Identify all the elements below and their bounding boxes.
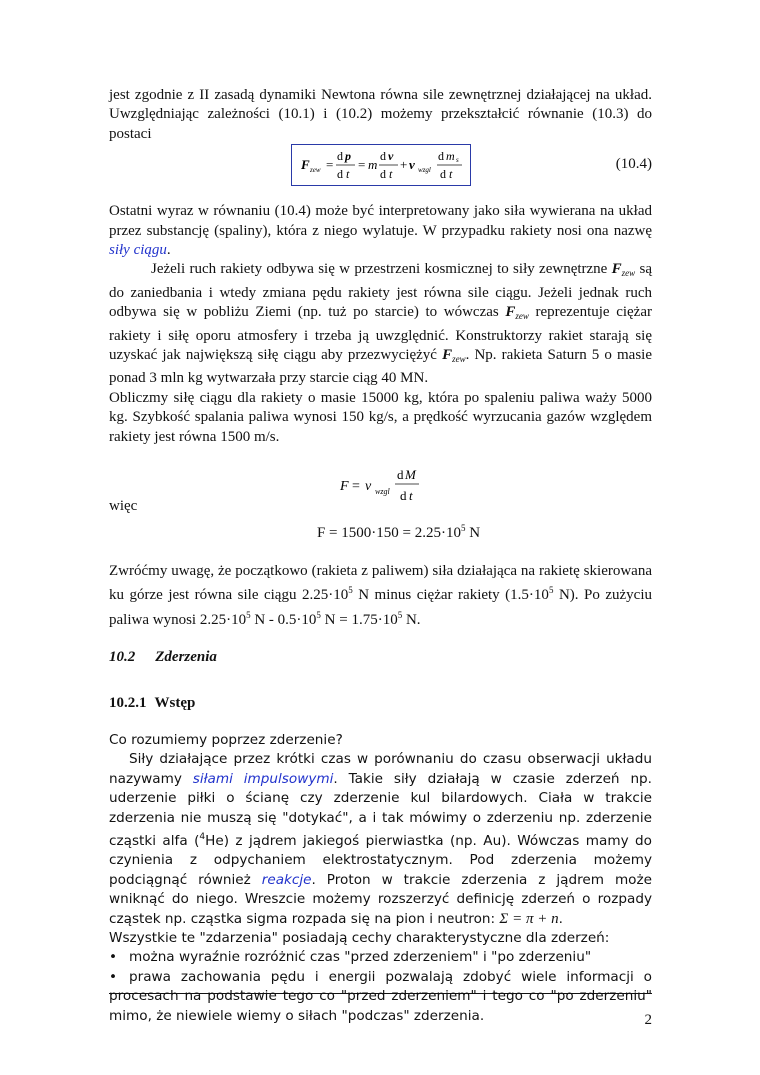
eq-equals-1: = [326,157,334,173]
subsection-title: Wstęp [154,694,196,711]
paragraph-space [109,260,652,388]
paragraph-thrust-text: Ostatni wyraz w równaniu (10.4) może być interpretowany jako siła wywierana na układ przez substancję (spaliny), która z niego wylatuje. W przypadku rakiety nosi ona nazwę [109,203,652,239]
bullet-text-1: można wyraźnie rozróżnić czas "przed zderzeniem" i "po zderzeniu" [129,949,592,966]
equation-number: (10.4) [615,156,652,173]
calc-unit: N [465,524,481,541]
impulse-sup: 4 [199,831,206,842]
eq-v: v [388,149,394,164]
paragraph-impulse [109,750,652,929]
link-reakcje[interactable]: reakcje [261,871,312,888]
paragraph-example: Obliczmy siłę ciągu dla rakiety o masie 15000 kg, która po spaleniu paliwa waży 5000 kg. Szybkość spalania paliwa wynosi 150 kg/s, a prędkość wyrzucania gazów względem rakiety jest równa 1500 m/s. [109,389,652,445]
bullet-text-2: prawa zachowania pędu i energii pozwalają zdobyć wiele informacji o procesach na podstawie tego co "przed zderzeniem" i tego co "po zderzeniu" mimo, że niewiele wiemy o siłach "podczas" zderzenia. [109,968,652,1024]
eq-d-den3: d [440,167,446,182]
calc-exponent: 5 [460,522,466,533]
impulse-e: . [558,910,563,927]
eq-d-den1: d [337,167,343,182]
note-f: N. [402,611,421,628]
eq-m: m [368,157,378,173]
intro-block [109,731,652,1026]
bullet-item-1 [109,948,652,967]
link-sily-ciagu[interactable]: siły ciągu [109,242,167,259]
eq-p: p [345,149,351,164]
eq-plus: + [400,157,408,173]
note-exp-1: 5 [348,585,353,596]
equation-10-4-formula [292,145,470,185]
calc-text: F = 1500·150 = 2.25·10 [316,524,461,541]
footer-rule [109,993,652,994]
eq-d-num3: d [438,149,444,164]
symbol-F-zew-2-sub: zew [515,311,529,322]
paragraph-space-text-c: reprezentuje ciężar rakiety i siłę oporu atmosfery i trzeba ją uwzględnić. Konstruktorzy rakiet starają się uzyskać jak największą siłę ciągu aby przezwyciężyć [109,304,652,364]
note-exp-4: 5 [316,609,321,620]
paragraph-note [109,562,652,630]
symbol-F-zew-3: F [442,347,453,364]
eq2-t: t [409,488,413,504]
paragraph-space-text-a: Jeżeli ruch rakiety odbywa się w przestrzeni kosmicznej to siły zewnętrzne [151,261,612,278]
eq2-v: v [365,479,372,495]
symbol-F-zew-1-sub: zew [621,268,636,279]
eq2-F: F [340,479,349,495]
thrust-calculation [109,519,652,543]
eq-t-den2: t [389,167,393,182]
eq-F-sub: zew [310,166,321,175]
subsection-heading [109,694,652,713]
equation-thrust-formula [109,459,652,507]
section-title: Zderzenia [155,649,217,666]
note-a: Zwróćmy uwagę, że początkowo (rakieta z paliwem) siła działająca na rakietę skierowana ku górze jest równa sile ciągu 2.25·10 [109,562,652,604]
eq-v-wzgl: v [409,157,415,173]
impulse-c: He) z jądrem jakiegoś pierwiastka (np. Au). Wówczas mamy do czynienia z odpychaniem elektrostatycznym. Pod zderzenia możemy podciągnąć również [109,832,652,888]
eq-d-den2: d [380,167,386,182]
question: Co rozumiemy poprzez zderzenie? [109,731,343,748]
eq2-v-sub: wzgl [375,487,390,497]
eq2-M: M [405,467,416,483]
eq2-d-num: d [397,467,404,483]
bullet-item-2 [109,968,652,1026]
symbol-F-zew-1: F [611,261,622,278]
eq2-d-den: d [400,488,407,504]
impulse-d: . Proton w trakcie zderzenia z jądrem może wniknąć do niego. Wreszcie możemy rozszerzyć definicję zderzeń o rozpady cząstek np. cząstka sigma rozpada się na pion i neutron: [109,871,653,927]
equation-box [291,144,471,186]
subsection-number: 10.2.1 [109,694,147,711]
equation-10-4 [109,144,652,188]
eq-v-sub: wzgl [418,166,431,175]
eq-t-den3: t [449,167,453,182]
bullet-dot-1: • [109,949,118,966]
paragraph-features: Wszystkie te "zdarzenia" posiadają cechy charakterystyczne dla zderzeń: [109,930,610,946]
note-exp-2: 5 [548,585,554,596]
symbol-F-zew-2: F [505,304,516,321]
equation-thrust [109,459,652,507]
note-b: N minus ciężar rakiety (1.5·10 [352,587,549,604]
word-wiec: więc [109,498,138,515]
paragraph-space-text-d: . Np. rakieta Saturn 5 o masie ponad 3 mln kg wytwarzała przy starcie ciąg 40 MN. [109,347,653,387]
sigma-decay-formula: Σ = π + n [499,910,559,927]
eq-d-num1: d [337,149,343,164]
note-c: N). Po zużyciu paliwa wynosi 2.25·10 [109,587,653,628]
eq2-equals: = [352,479,360,495]
page-content [109,86,652,1026]
eq-equals-2: = [358,157,366,173]
paragraph-newton: jest zgodnie z II zasadą dynamiki Newtona równa sile zewnętrznej działającej na układ. Uwzględniając zależności (10.1) i (10.2) możemy przekształcić równanie (10.3) do postaci [109,87,652,142]
paragraph-thrust [109,202,652,260]
impulse-a: Siły działające przez krótki czas w porównaniu do czasu obserwacji układu nazywamy [109,751,652,787]
link-silami-impulsowymi[interactable]: siłami impulsowymi [192,770,334,787]
impulse-b: . Takie siły działają w czasie zderzeń np. uderzenie piłki o ścianę czy zderzenie kul bilardowych. Ciała w trakcie zderzenia nie muszą się "dotykać", a i tak mówimy o zderzeniu np. zderzenie cząstki alfa ( [109,770,653,849]
eq-F: F [301,157,310,173]
eq-t-den1: t [346,167,350,182]
section-number: 10.2 [109,649,136,666]
page-number: 2 [644,1012,652,1028]
eq-ms-sub: s [456,156,459,165]
eq-ms: m [446,149,455,164]
section-heading [109,648,652,667]
symbol-F-zew-3-sub: zew [452,354,466,365]
paragraph-thrust-end: . [166,242,171,259]
note-d: N - 0.5·10 [250,611,317,628]
note-exp-3: 5 [246,609,251,620]
note-exp-5: 5 [397,609,403,620]
paragraph-space-text-b: są do zaniedbania i wtedy zmiana pędu rakiety jest równa sile ciągu. Jeżeli jednak ruch odbywa się w pobliżu Ziemi (np. tuż po starcie) to wówczas [109,261,652,321]
eq-d-num2: d [380,149,386,164]
bullet-dot-2: • [109,968,118,985]
note-e: N = 1.75·10 [320,611,398,628]
